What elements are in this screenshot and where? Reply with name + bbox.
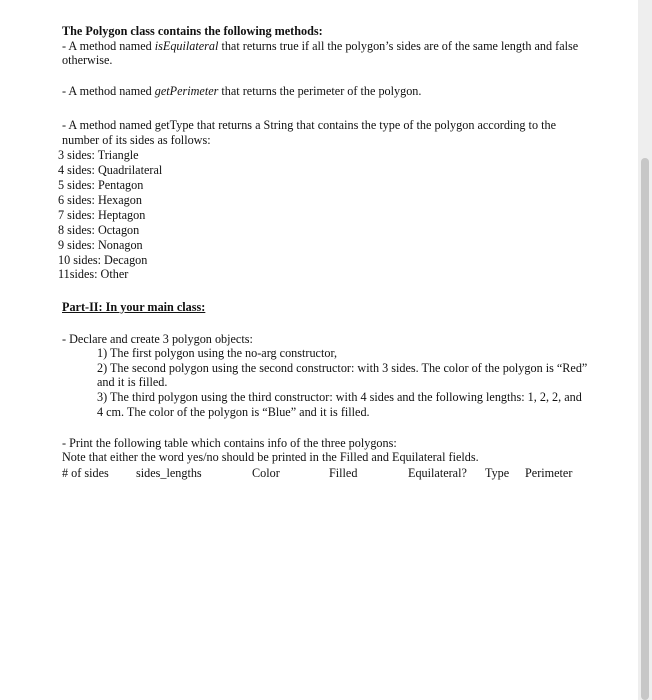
method-isequilateral-line1 bbox=[62, 39, 578, 53]
part2-heading: Part-II: In your main class: bbox=[62, 300, 206, 314]
method-suffix: that returns the perimeter of the polygon. bbox=[218, 84, 422, 98]
scrollbar-thumb[interactable] bbox=[641, 158, 649, 700]
side-type-item: 7 sides: Heptagon bbox=[58, 208, 146, 222]
side-type-item: 4 sides: Quadrilateral bbox=[58, 163, 163, 177]
table-header-cell: Type bbox=[485, 466, 510, 480]
print-instruction: - Print the following table which contains info of the three polygons: bbox=[62, 436, 397, 450]
declare-item-2-line1: 2) The second polygon using the second constructor: with 3 sides. The color of the polygon is “Red” bbox=[97, 361, 588, 375]
table-header-cell: Equilateral? bbox=[408, 466, 467, 480]
method-name-getperimeter: getPerimeter bbox=[154, 84, 219, 98]
method-gettype-line1: - A method named getType that returns a String that contains the type of the polygon according to the bbox=[62, 118, 556, 132]
declare-item-3-line1: 3) The third polygon using the third constructor: with 4 sides and the following lengths: 1, 2, 2, and bbox=[97, 390, 582, 404]
method-gettype-line2: number of its sides as follows: bbox=[62, 133, 211, 147]
table-header-cell: Perimeter bbox=[525, 466, 573, 480]
method-isequilateral-line2: otherwise. bbox=[62, 53, 113, 67]
method-getperimeter bbox=[62, 84, 421, 98]
side-type-item: 10 sides: Decagon bbox=[58, 253, 148, 267]
side-type-item: 6 sides: Hexagon bbox=[58, 193, 142, 207]
table-header-cell: sides_lengths bbox=[136, 466, 202, 480]
table-header-cell: Filled bbox=[329, 466, 358, 480]
method-prefix: - A method named bbox=[62, 39, 155, 53]
print-note: Note that either the word yes/no should be printed in the Filled and Equilateral fields. bbox=[62, 450, 479, 464]
method-prefix: - A method named bbox=[62, 84, 155, 98]
declare-item-1: 1) The first polygon using the no-arg constructor, bbox=[97, 346, 338, 360]
side-type-item: 11sides: Other bbox=[58, 267, 129, 281]
declare-item-2-line2: and it is filled. bbox=[97, 375, 168, 389]
side-type-item: 9 sides: Nonagon bbox=[58, 238, 143, 252]
heading: The Polygon class contains the following methods: bbox=[62, 24, 323, 38]
table-header-cell: # of sides bbox=[62, 466, 109, 480]
side-type-item: 3 sides: Triangle bbox=[58, 148, 139, 162]
declare-intro: - Declare and create 3 polygon objects: bbox=[62, 332, 253, 346]
method-name-isequilateral: isEquilateral bbox=[154, 39, 219, 53]
method-suffix: that returns true if all the polygon’s sides are of the same length and false bbox=[218, 39, 579, 53]
declare-item-3-line2: 4 cm. The color of the polygon is “Blue” and it is filled. bbox=[97, 405, 370, 419]
side-type-item: 5 sides: Pentagon bbox=[58, 178, 144, 192]
side-type-item: 8 sides: Octagon bbox=[58, 223, 140, 237]
table-header-cell: Color bbox=[252, 466, 280, 480]
scrollbar-track[interactable] bbox=[638, 0, 652, 700]
